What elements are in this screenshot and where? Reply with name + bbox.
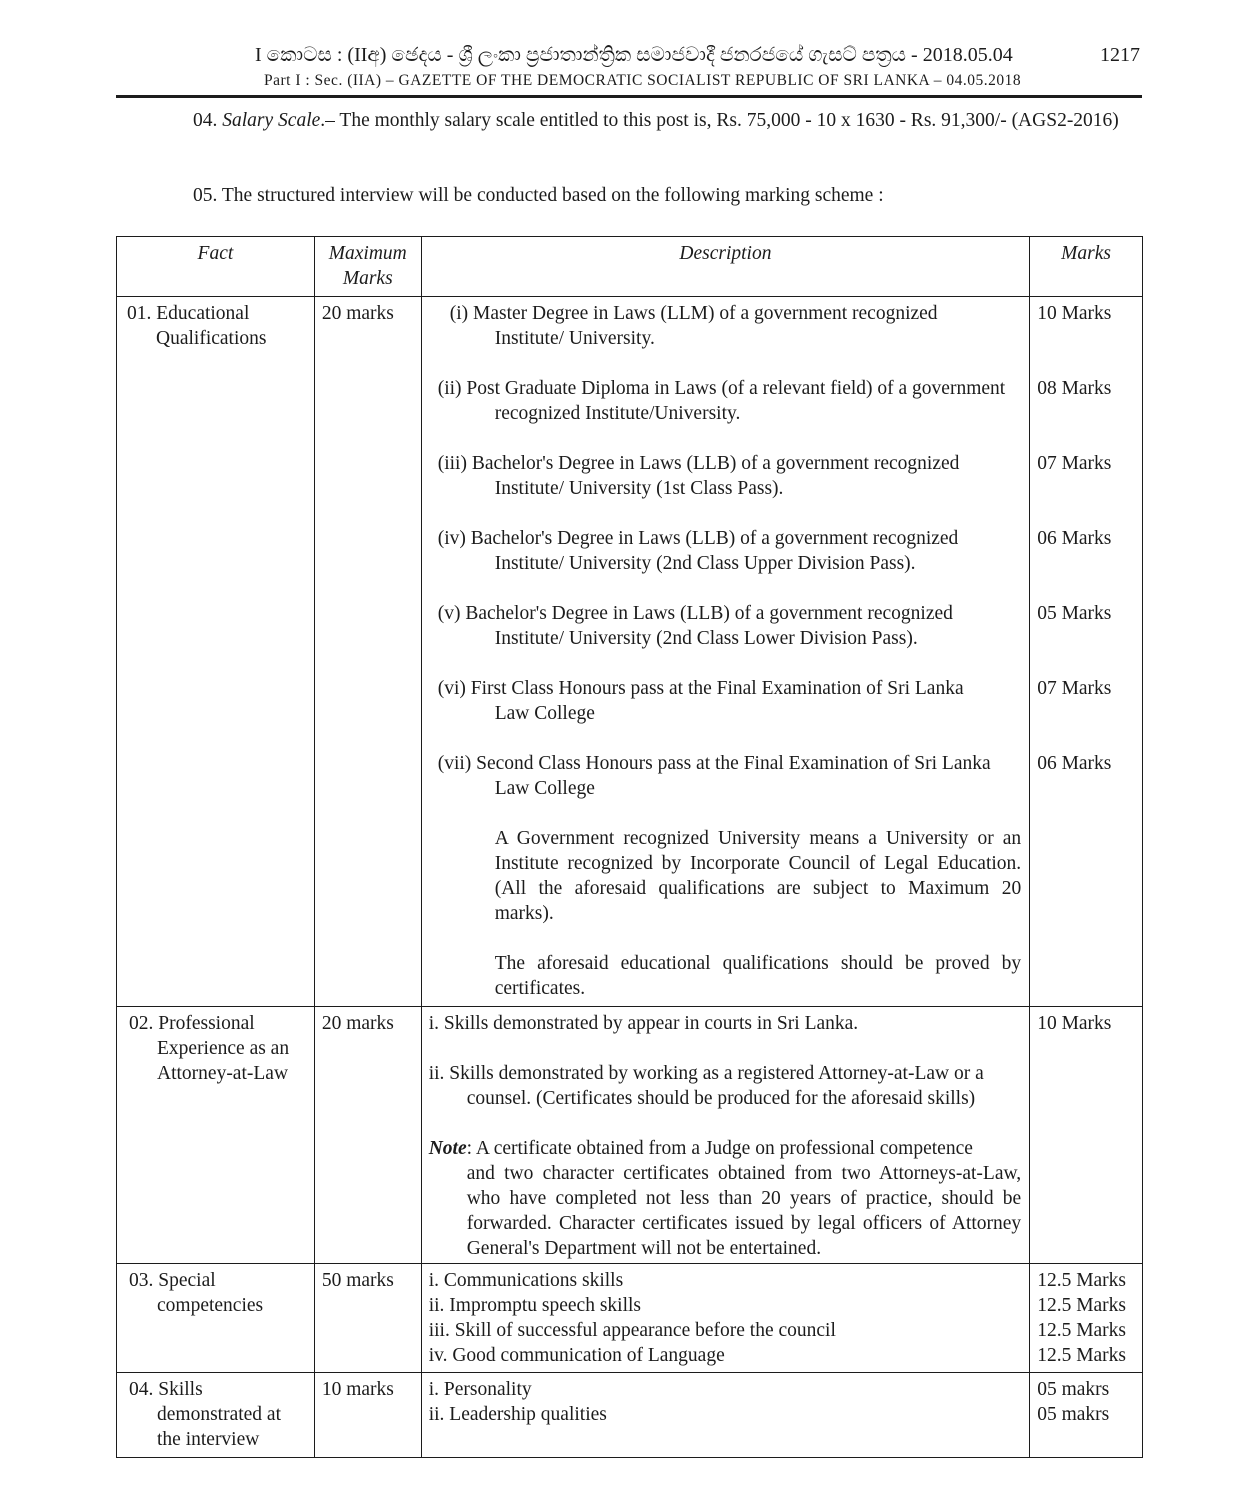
education-note: A Government recognized University means a University or an Institute recognized by Incorporate Council of Legal Education. (All the aforesaid qualifications are subject to Maximum 20 marks). [494, 828, 1022, 924]
list-item: iii. Skill of successful appearance before the council [428, 1320, 836, 1341]
fact-title: 01. Educational [127, 303, 250, 324]
list-item: i. Skills demonstrated by appear in courts in Sri Lanka. [428, 1013, 859, 1034]
salary-scale-label: Salary Scale [222, 110, 321, 131]
fact-cell [117, 1264, 315, 1373]
fact-cell [117, 1373, 315, 1458]
list-item: ii. Impromptu speech skills [428, 1295, 642, 1316]
paragraph-marking-scheme: 05. The structured interview will be conducted based on the following marking scheme : [193, 185, 884, 206]
marks-cell [1030, 1007, 1143, 1264]
table-row [117, 297, 1143, 1007]
note-label: Note [428, 1138, 467, 1159]
marking-scheme-table [116, 236, 1143, 1458]
table-row [117, 1007, 1143, 1264]
marks-value: 12.5 Marks [1037, 1345, 1127, 1366]
fact-title-cont: Qualifications [156, 328, 267, 349]
list-item: (vi) First Class Honours pass at the Final Examination of Sri Lanka Law College [437, 678, 964, 724]
certificate-note: The aforesaid educational qualifications should be proved by certificates. [494, 953, 1022, 999]
fact-title: 04. Skills [129, 1379, 203, 1400]
table-row [117, 1264, 1143, 1373]
page-number: 1217 [1100, 44, 1140, 66]
marks-value: 07 Marks [1037, 678, 1112, 699]
description-cell [421, 1007, 1029, 1264]
marks-cell [1030, 297, 1143, 1007]
marks-value: 10 Marks [1037, 303, 1112, 324]
paragraph-number: 04. [193, 110, 218, 131]
list-item: ii. Skills demonstrated by working as a registered Attorney-at-Law or a counsel. (Certificates should be produced for the aforesaid skills) [428, 1063, 984, 1109]
fact-title-cont: Experience as an Attorney-at-Law [157, 1038, 290, 1084]
fact-title-cont: demonstrated at the interview [157, 1404, 281, 1450]
header-description: Description [421, 237, 1029, 297]
description-cell [421, 1373, 1029, 1458]
max-marks-cell: 20 marks [314, 297, 421, 1007]
paragraph-salary-scale [116, 108, 1142, 133]
gazette-header-sinhala: I කොටස : (IIඅ) ඡෙදය - ශ්‍රී ලංකා ප්‍රජාතාන්ත්‍රික සමාජවාදී ජනරජයේ ගැසට් පත්‍රය - 2018.05.04 [255, 44, 1013, 66]
list-item: i. Personality [428, 1379, 532, 1400]
marks-value: 10 Marks [1037, 1013, 1112, 1034]
list-item: i. Communications skills [428, 1270, 624, 1291]
marks-value: 12.5 Marks [1037, 1270, 1127, 1291]
fact-title: 02. Professional [129, 1013, 255, 1034]
list-item: (iii) Bachelor's Degree in Laws (LLB) of a government recognized Institute/ University (1st Class Pass). [437, 453, 960, 499]
fact-cell [117, 297, 315, 1007]
list-item: (v) Bachelor's Degree in Laws (LLB) of a government recognized Institute/ University (2nd Class Lower Division Pass). [437, 603, 953, 649]
marks-cell [1030, 1264, 1143, 1373]
list-item: (ii) Post Graduate Diploma in Laws (of a relevant field) of a government recognized Institute/University. [437, 378, 1006, 424]
header-maximum-line2: Marks [342, 268, 393, 289]
fact-title-cont: competencies [157, 1295, 264, 1316]
marks-value: 05 Marks [1037, 603, 1112, 624]
marks-value: 06 Marks [1037, 528, 1112, 549]
marks-value: 05 makrs [1037, 1404, 1110, 1425]
header-maximum-line1: Maximum [328, 243, 407, 264]
list-item: iv. Good communication of Language [428, 1345, 725, 1366]
gazette-header-english: Part I : Sec. (IIA) – GAZETTE OF THE DEMOCRATIC SOCIALIST REPUBLIC OF SRI LANKA – 04.05.2018 [264, 72, 1022, 89]
fact-title: 03. Special [129, 1270, 216, 1291]
professional-note: Note: A certificate obtained from a Judge on professional competence and two character certificates obtained from two Attorneys-at-Law, who have completed not less than 20 years of practice, should be forwarded. Character certificates issued by legal officers of Attorney General's Department will not be entertained. [428, 1138, 1022, 1259]
table-header-row [117, 237, 1143, 297]
marks-value: 08 Marks [1037, 378, 1112, 399]
description-cell [421, 297, 1029, 1007]
marks-value: 12.5 Marks [1037, 1295, 1127, 1316]
header-maximum-marks [314, 237, 421, 297]
header-marks: Marks [1030, 237, 1143, 297]
description-cell [421, 1264, 1029, 1373]
header-fact: Fact [117, 237, 315, 297]
marks-cell [1030, 1373, 1143, 1458]
list-item: (iv) Bachelor's Degree in Laws (LLB) of a government recognized Institute/ University (2nd Class Upper Division Pass). [437, 528, 959, 574]
max-marks-cell: 10 marks [314, 1373, 421, 1458]
list-item: (i) Master Degree in Laws (LLM) of a government recognized Institute/ University. [449, 303, 938, 349]
max-marks-cell: 50 marks [314, 1264, 421, 1373]
list-item: (vii) Second Class Honours pass at the Final Examination of Sri Lanka Law College [437, 753, 991, 799]
salary-scale-text: .– The monthly salary scale entitled to this post is, Rs. 75,000 - 10 x 1630 - Rs. 91,300/- (AGS2-2016) [320, 110, 1119, 131]
fact-cell [117, 1007, 315, 1264]
list-item: ii. Leadership qualities [428, 1404, 607, 1425]
max-marks-cell: 20 marks [314, 1007, 421, 1264]
table-row [117, 1373, 1143, 1458]
marks-value: 12.5 Marks [1037, 1320, 1127, 1341]
marks-value: 07 Marks [1037, 453, 1112, 474]
header-rule [116, 95, 1142, 98]
marks-value: 06 Marks [1037, 753, 1112, 774]
marks-value: 05 makrs [1037, 1379, 1110, 1400]
